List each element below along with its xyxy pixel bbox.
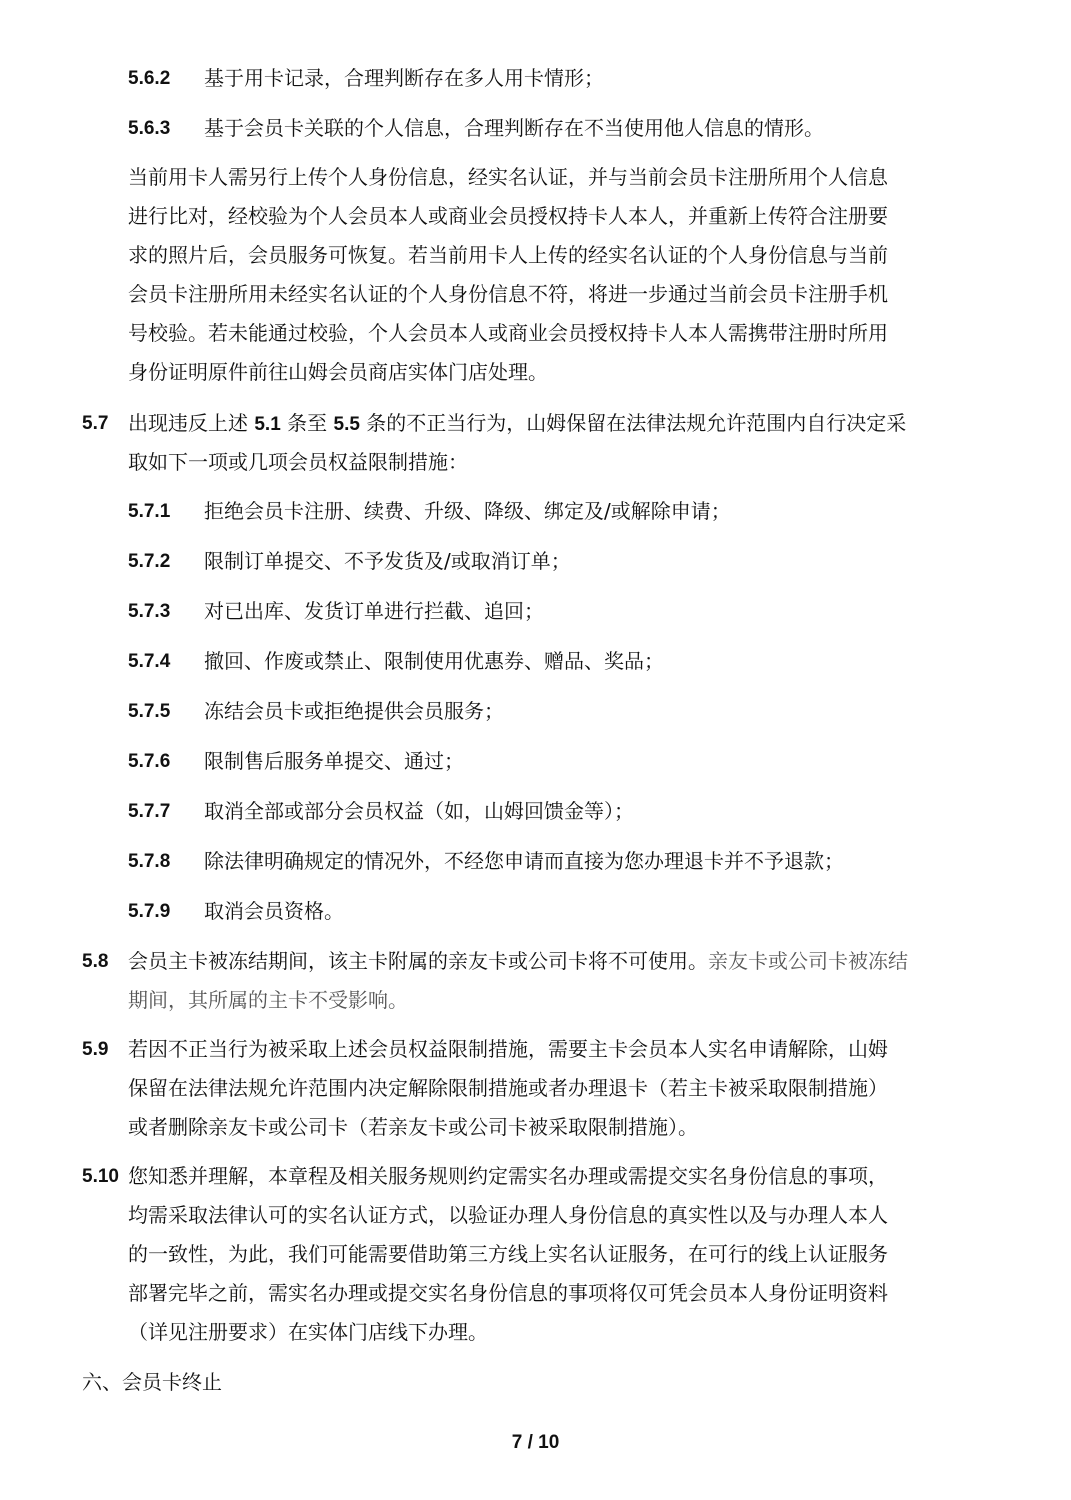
clause-text: 保留在法律法规允许范围内决定解除限制措施或者办理退卡（若主卡被采取限制措施）	[128, 1076, 888, 1100]
list-item-number: 5.7.3	[128, 601, 171, 622]
clause-text: 均需采取法律认可的实名认证方式，以验证办理人身份信息的真实性以及与办理人本人	[128, 1203, 888, 1227]
clause-text: （详见注册要求）在实体门店线下办理。	[128, 1320, 488, 1344]
clause-number: 5.9	[82, 1039, 109, 1060]
list-item: 限制售后服务单提交、通过；	[204, 749, 464, 773]
list-item: 撤回、作废或禁止、限制使用优惠券、赠品、奖品；	[204, 649, 664, 673]
clause-number: 5.7	[82, 413, 109, 434]
list-item: 取消全部或部分会员权益（如，山姆回馈金等）；	[204, 799, 634, 823]
list-item-number: 5.7.4	[128, 651, 171, 672]
section-heading: 六、会员卡终止	[82, 1370, 222, 1394]
list-item-number: 5.7.5	[128, 701, 171, 722]
paragraph-line: 求的照片后，会员服务可恢复。若当前用卡人上传的经实名认证的个人身份信息与当前	[128, 243, 888, 267]
list-item-number: 5.7.9	[128, 901, 171, 922]
clause-text: 或者删除亲友卡或公司卡（若亲友卡或公司卡被采取限制措施）。	[128, 1115, 698, 1139]
clause-number: 5.10	[82, 1166, 119, 1187]
clause-text: 若因不正当行为被采取上述会员权益限制措施，需要主卡会员本人实名申请解除，山姆	[128, 1037, 888, 1061]
clause-number: 5.6.3	[128, 118, 171, 139]
list-item-number: 5.7.6	[128, 751, 171, 772]
page-number: 7 / 10	[511, 1432, 560, 1453]
list-item-number: 5.7.8	[128, 851, 171, 872]
clause-text: 取如下一项或几项会员权益限制措施：	[128, 450, 468, 474]
paragraph-line: 当前用卡人需另行上传个人身份信息，经实名认证，并与当前会员卡注册所用个人信息	[128, 165, 888, 189]
clause-text: 的一致性，为此，我们可能需要借助第三方线上实名认证服务，在可行的线上认证服务	[128, 1242, 888, 1266]
list-item: 限制订单提交、不予发货及/或取消订单；	[204, 549, 571, 573]
list-item: 取消会员资格。	[204, 899, 344, 923]
paragraph-line: 身份证明原件前往山姆会员商店实体门店处理。	[128, 360, 548, 384]
clause-text: 期间，其所属的主卡不受影响。	[128, 988, 408, 1012]
paragraph-line: 号校验。若未能通过校验，个人会员本人或商业会员授权持卡人本人需携带注册时所用	[128, 321, 888, 345]
list-item: 拒绝会员卡注册、续费、升级、降级、绑定及/或解除申请；	[204, 499, 731, 523]
list-item-number: 5.7.7	[128, 801, 171, 822]
clause-text: 部署完毕之前，需实名办理或提交实名身份信息的事项将仅可凭会员本人身份证明资料	[128, 1281, 888, 1305]
paragraph-line: 进行比对，经校验为个人会员本人或商业会员授权持卡人本人，并重新上传符合注册要	[128, 204, 888, 228]
clause-number: 5.6.2	[128, 68, 171, 89]
list-item-number: 5.7.2	[128, 551, 171, 572]
clause-text: 基于用卡记录，合理判断存在多人用卡情形；	[204, 66, 604, 90]
list-item: 冻结会员卡或拒绝提供会员服务；	[204, 699, 504, 723]
clause-text: 基于会员卡关联的个人信息，合理判断存在不当使用他人信息的情形。	[204, 116, 824, 140]
list-item: 除法律明确规定的情况外，不经您申请而直接为您办理退卡并不予退款；	[204, 849, 844, 873]
list-item: 对已出库、发货订单进行拦截、追回；	[204, 599, 544, 623]
clause-number: 5.8	[82, 951, 109, 972]
list-item-number: 5.7.1	[128, 501, 171, 522]
clause-text: 会员主卡被冻结期间，该主卡附属的亲友卡或公司卡将不可使用。亲友卡或公司卡被冻结	[128, 949, 908, 973]
clause-text: 您知悉并理解，本章程及相关服务规则约定需实名办理或需提交实名身份信息的事项，	[128, 1164, 888, 1188]
paragraph-line: 会员卡注册所用未经实名认证的个人身份信息不符，将进一步通过当前会员卡注册手机	[128, 282, 888, 306]
clause-text: 出现违反上述 5.1 条至 5.5 条的不正当行为，山姆保留在法律法规允许范围内自行决定采	[128, 411, 907, 435]
